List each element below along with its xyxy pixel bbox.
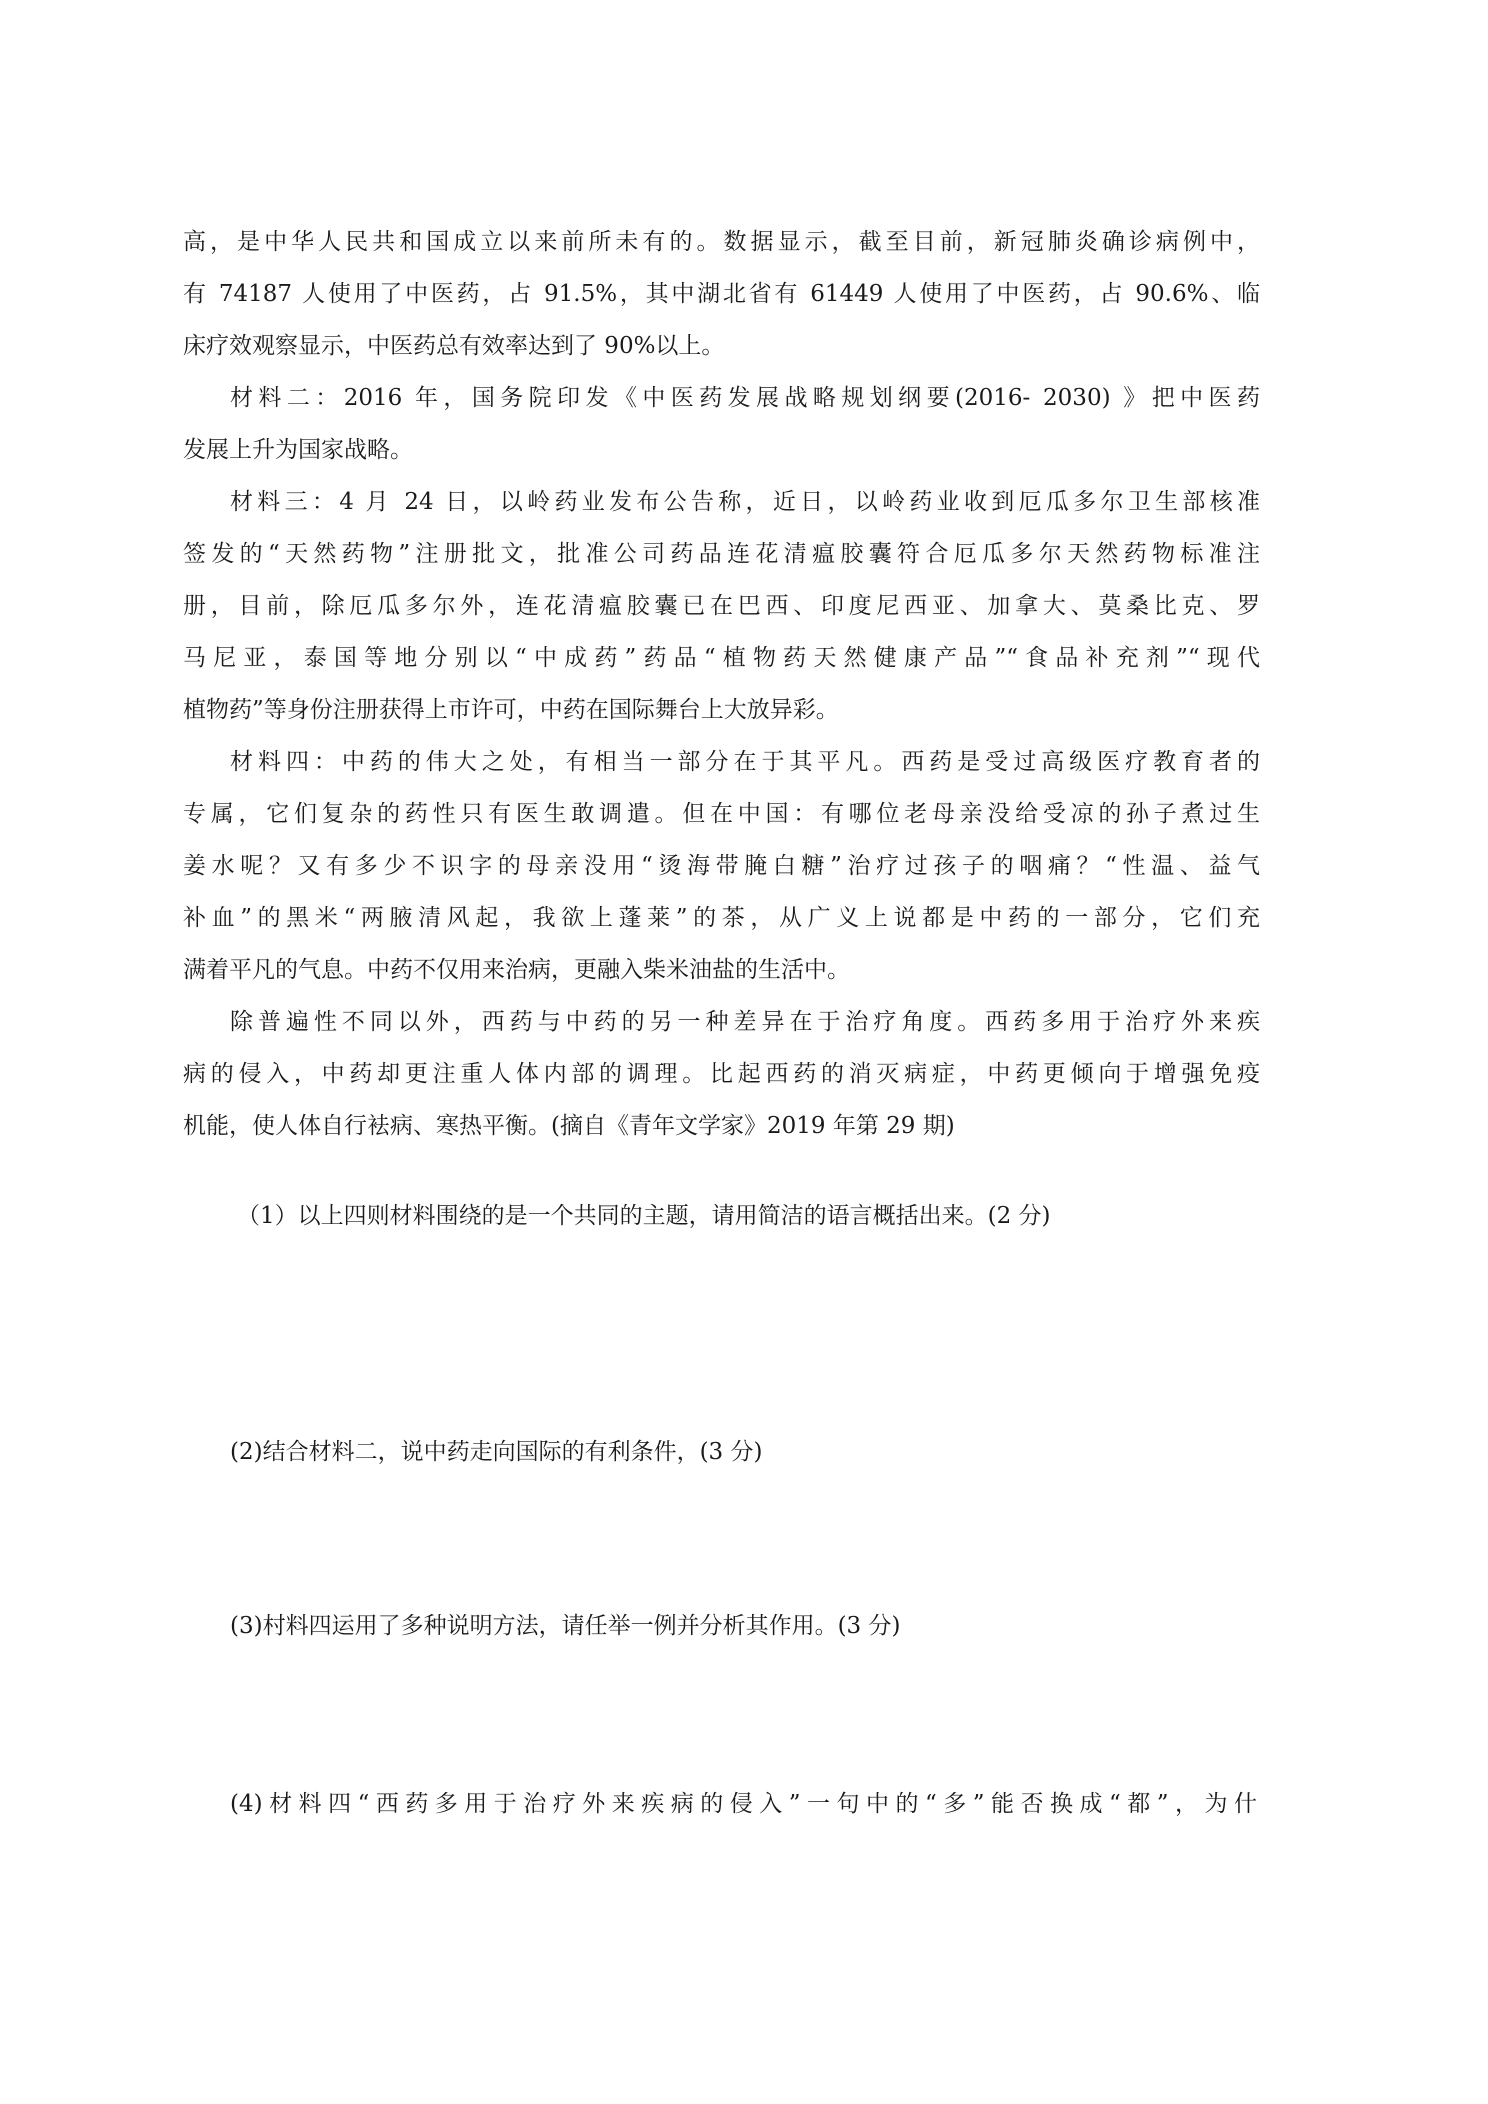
paragraph-text: 马尼亚，泰国等地分别以“中成药”药品“植物药天然健康产品”“食品补充剂”“现代 — [183, 645, 1260, 671]
paragraph-text: 除普遍性不同以外，西药与中药的另一种差异在于治疗角度。西药多用于治疗外来疾 — [230, 1009, 1260, 1035]
paragraph-text: 专属，它们复杂的药性只有医生敢调遣。但在中国：有哪位老母亲没给受凉的孙子煮过生 — [183, 801, 1260, 827]
paragraph-text: 补血”的黑米“两腋清风起，我欲上蓬莱”的茶，从广义上说都是中药的一部分，它们充 — [183, 905, 1260, 931]
paragraph-text: 病的侵入，中药却更注重人体内部的调理。比起西药的消灭病症，中药更倾向于增强免疫 — [183, 1061, 1260, 1087]
paragraph-text: 有 74187 人使用了中医药，占 91.5%，其中湖北省有 61449 人使用了中医药，占 90.6%、临 — [183, 281, 1260, 307]
question-text: （1）以上四则材料围绕的是一个共同的主题，请用简洁的语言概括出来。(2 分) — [237, 1203, 1051, 1229]
paragraph-text: 床疗效观察显示，中医药总有效率达到了 90%以上。 — [183, 333, 725, 359]
question-text: (2)结合材料二，说中药走向国际的有利条件，(3 分) — [230, 1439, 763, 1465]
paragraph-text: 植物药”等身份注册获得上市许可，中药在国际舞台上大放异彩。 — [183, 697, 839, 723]
paragraph-text: 姜水呢？又有多少不识字的母亲没用“烫海带腌白糖”治疗过孩子的咽痛？“性温、益气 — [183, 853, 1260, 879]
paragraph-text: 签发的“天然药物”注册批文，批准公司药品连花清瘟胶囊符合厄瓜多尔天然药物标准注 — [183, 541, 1260, 567]
paragraph-text: 材料三：4 月 24 日，以岭药业发布公告称，近日，以岭药业收到厄瓜多尔卫生部核准 — [230, 489, 1260, 515]
paragraph-text: 发展上升为国家战略。 — [183, 437, 413, 463]
paragraph-text: 机能，使人体自行袪病、寒热平衡。(摘自《青年文学家》2019 年第 29 期) — [183, 1113, 955, 1139]
paragraph-text: 材料四：中药的伟大之处，有相当一部分在于其平凡。西药是受过高级医疗教育者的 — [230, 749, 1260, 775]
question-text: (4)材料四“西药多用于治疗外来疾病的侵入”一句中的“多”能否换成“都”，为什 — [230, 1791, 1257, 1817]
paragraph-text: 满着平凡的气息。中药不仅用来治病，更融入柴米油盐的生活中。 — [183, 957, 850, 983]
paragraph-text: 册，目前，除厄瓜多尔外，连花清瘟胶囊已在巴西、印度尼西亚、加拿大、莫桑比克、罗 — [183, 593, 1260, 619]
paragraph-text: 高，是中华人民共和国成立以来前所未有的。数据显示，截至目前，新冠肺炎确诊病例中， — [183, 229, 1260, 255]
paragraph-text: 材料二：2016 年，国务院印发《中医药发展战略规划纲要(2016- 2030) 》把中医药 — [230, 385, 1260, 411]
question-text: (3)村料四运用了多种说明方法，请任举一例并分析其作用。(3 分) — [230, 1613, 901, 1639]
